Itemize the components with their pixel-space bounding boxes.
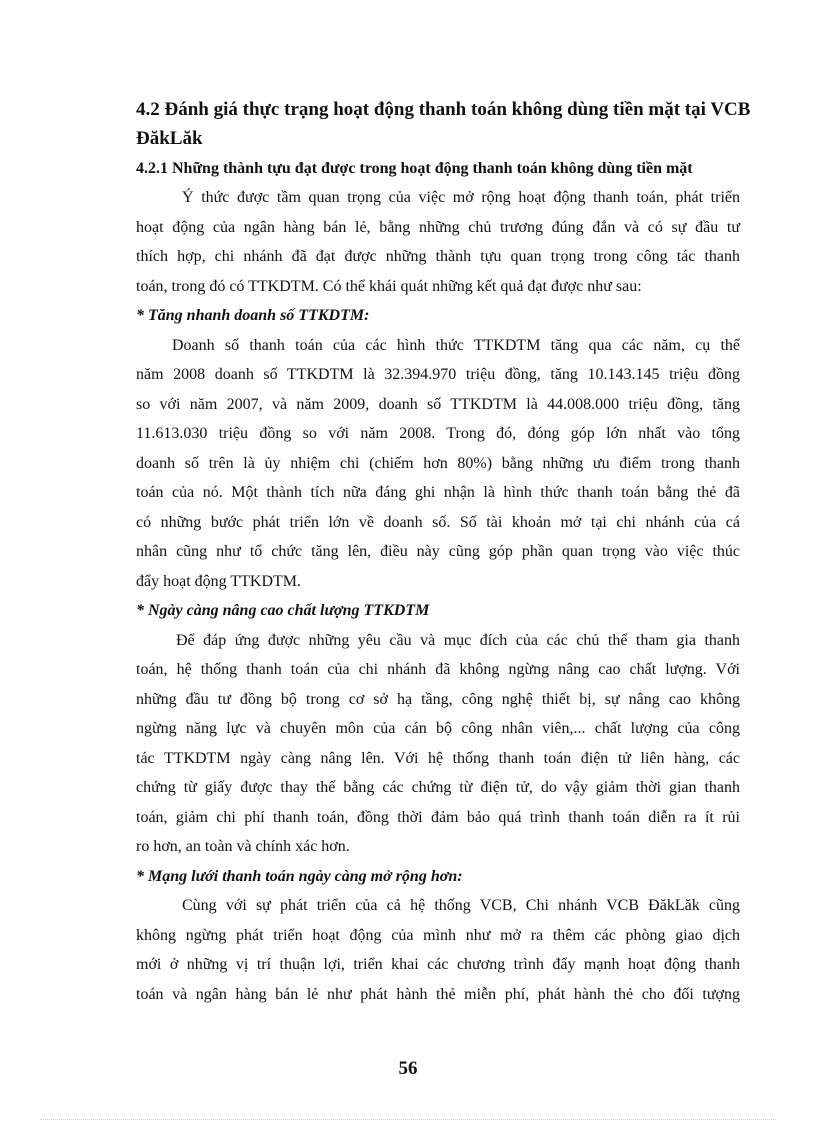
section-heading [136, 95, 751, 153]
paragraph-line: toán, hệ thống thanh toán của chi nhánh đã không ngừng nâng cao chất lượng. Với [136, 661, 740, 678]
subsection-heading: 4.2.1 Những thành tựu đạt được trong hoạt động thanh toán không dùng tiền mặt [136, 160, 693, 177]
paragraph-line: ngừng năng lực và chuyên môn của cán bộ công nhân viên,... chất lượng của công [136, 720, 740, 737]
paragraph-line: so với năm 2007, và năm 2009, doanh số TTKDTM là 44.008.000 triệu đồng, tăng [136, 395, 740, 413]
page-bottom-divider [40, 1119, 776, 1120]
paragraph-line: toán, trong đó có TTKDTM. Có thể khái quát những kết quả đạt được như sau: [136, 277, 642, 295]
quality-paragraph [136, 626, 740, 862]
paragraph-line: năm 2008 doanh số TTKDTM là 32.394.970 triệu đồng, tăng 10.143.145 triệu đồng [136, 366, 740, 383]
paragraph-line: Để đáp ứng được những yêu cầu và mục đích của các chủ thể tham gia thanh [176, 631, 740, 649]
paragraph-line: chứng từ giấy được thay thế bằng các chứng từ điện tử, do vậy giảm thời gian thanh [136, 779, 740, 796]
paragraph-line: nhân cũng như tổ chức tăng lên, điều này cũng góp phần quan trọng vào việc thúc [136, 543, 740, 560]
section-heading-line: 4.2 Đánh giá thực trạng hoạt động thanh toán không dùng tiền mặt tại VCB [136, 99, 751, 120]
paragraph-line: doanh số trên là ủy nhiệm chi (chiếm hơn 80%) bằng những ưu điểm trong thanh [136, 454, 740, 472]
paragraph-line: toán của nó. Một thành tích nữa đáng ghi nhận là hình thức thanh toán bằng thẻ đã [136, 484, 740, 501]
paragraph-line: Cùng với sự phát triển của cả hệ thống VCB, Chi nhánh VCB ĐăkLăk cũng [182, 897, 740, 914]
network-paragraph [136, 891, 740, 1009]
paragraph-line: không ngừng phát triển hoạt động của mình như mở ra thêm các phòng giao dịch [136, 926, 740, 944]
subheading-network: * Mạng lưới thanh toán ngày càng mở rộng hơn: [136, 867, 463, 885]
page-number: 56 [398, 1058, 418, 1079]
subheading-sales-growth: * Tăng nhanh doanh số TTKDTM: [136, 307, 370, 324]
paragraph-line: hoạt động của ngân hàng bán lẻ, bằng những chủ trương đúng đắn và có sự đầu tư [136, 218, 740, 236]
paragraph-line: những đầu tư đồng bộ trong cơ sở hạ tầng, công nghệ thiết bị, sự nâng cao không [136, 690, 740, 708]
paragraph-line: mới ở những vị trí thuận lợi, triển khai các chương trình đẩy mạnh hoạt động thanh [136, 956, 740, 973]
paragraph-line: đẩy hoạt động TTKDTM. [136, 572, 302, 590]
paragraph-line: ro hơn, an toàn và chính xác hơn. [136, 838, 350, 855]
section-heading-line: ĐăkLăk [136, 128, 203, 149]
paragraph-line: tác TTKDTM ngày càng nâng lên. Với hệ thống thanh toán điện tử liên hàng, các [136, 749, 740, 767]
page-content [136, 95, 751, 1009]
paragraph-line: toán và ngân hàng bán lẻ như phát hành thẻ miễn phí, phát hành thẻ cho đối tượng [136, 985, 740, 1003]
paragraph-line: 11.613.030 triệu đồng so với năm 2008. Trong đó, đóng góp lớn nhất vào tổng [136, 425, 740, 442]
paragraph-line: Ý thức được tầm quan trọng của việc mở rộng hoạt động thanh toán, phát triển [182, 189, 740, 206]
subheading-quality: * Ngày càng nâng cao chất lượng TTKDTM [136, 602, 430, 619]
paragraph-line: toán, giảm chi phí thanh toán, đồng thời đảm bảo quá trình thanh toán diễn ra ít rủi [136, 808, 740, 826]
paragraph-line: thích hợp, chi nhánh đã đạt được những thành tựu quan trọng trong công tác thanh [136, 248, 740, 265]
paragraph-line: Doanh số thanh toán của các hình thức TTKDTM tăng qua các năm, cụ thể [172, 336, 740, 354]
intro-paragraph [136, 183, 740, 301]
paragraph-line: có những bước phát triển lớn về doanh số. Số tài khoản mở tại chi nhánh của cá [136, 513, 740, 531]
sales-growth-paragraph [136, 331, 740, 597]
